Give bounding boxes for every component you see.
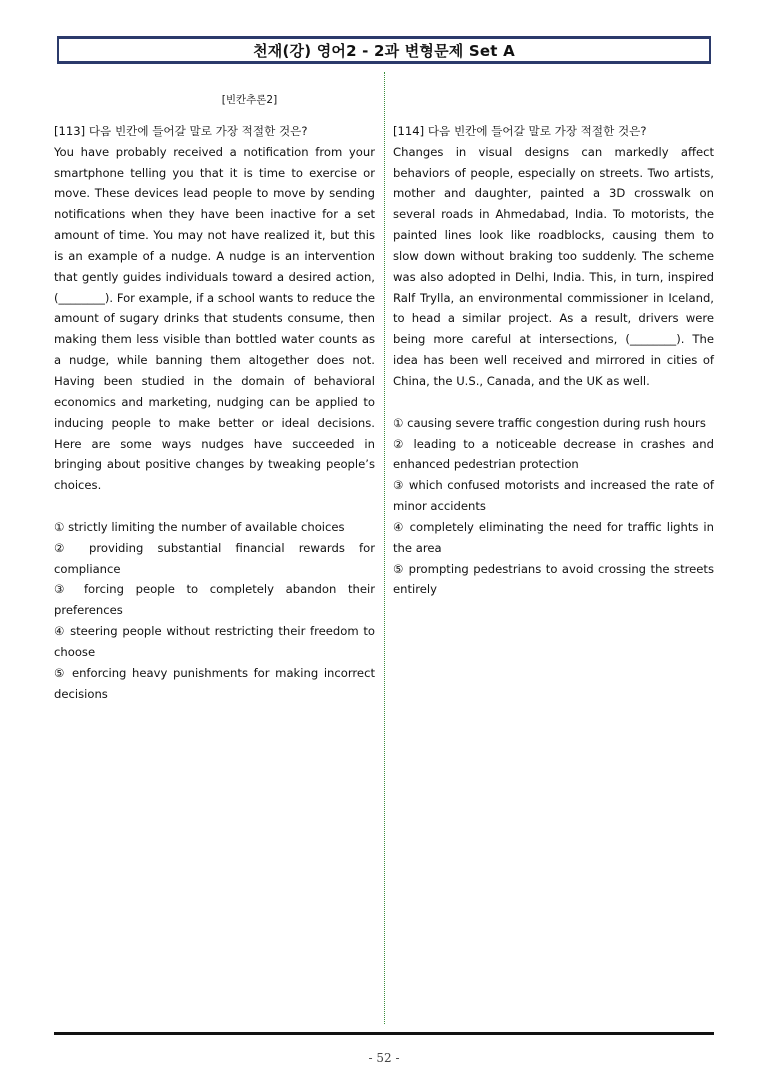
page-title: 천재(강) 영어2 - 2과 변형문제 Set A xyxy=(253,41,515,60)
right-column xyxy=(393,90,714,600)
option-113-3: ③ forcing people to completely abandon their preferences xyxy=(54,582,375,618)
option-113-4: ④ steering people without restricting their freedom to choose xyxy=(54,624,375,659)
option-114-4: ④ completely eliminating the need for traffic lights in the area xyxy=(393,519,714,555)
section-label: [빈칸추론2] xyxy=(221,94,278,106)
passage-114: Changes in visual designs can markedly affect behaviors of people, especially on streets. Two artists, mother and daughter, painted a 3D crosswalk on several roads in Ahmedabad, India. To motorists, the painted lines look like roadblocks, causing them to slow down without braking too suddenly. The scheme was also adopted in Delhi, India. This, in turn, inspired Ralf Trylla, an environmental commissioner in Iceland, to head a similar project. As a result, drivers were being more careful at intersections, (________). The idea has been well received and mirrored in cities of China, the U.S., Canada, and the UK as well. xyxy=(393,144,714,388)
left-column xyxy=(54,90,375,704)
option-114-2: ② leading to a noticeable decrease in crashes and enhanced pedestrian protection xyxy=(393,436,714,472)
option-114-3: ③ which confused motorists and increased the rate of minor accidents xyxy=(393,478,714,514)
page-header xyxy=(57,36,711,64)
option-113-1: ① strictly limiting the number of available choices xyxy=(54,519,345,534)
option-114-5: ⑤ prompting pedestrians to avoid crossing the streets entirely xyxy=(393,561,714,597)
option-114-1: ① causing severe traffic congestion during rush hours xyxy=(393,415,706,430)
page-number: - 52 - xyxy=(368,1051,400,1065)
column-divider xyxy=(384,72,385,1024)
option-113-5: ⑤ enforcing heavy punishments for making incorrect decisions xyxy=(54,665,375,701)
footer-rule xyxy=(54,1032,714,1035)
question-113: [113] 다음 빈칸에 들어갈 말로 가장 적절한 것은? xyxy=(54,123,308,138)
question-114: [114] 다음 빈칸에 들어갈 말로 가장 적절한 것은? xyxy=(393,123,647,138)
passage-113: You have probably received a notification from your smartphone telling you that it is time to exercise or move. These devices lead people to move by sending notifications when they have been inactive for a set amount of time. You may not have realized it, but this is an example of a nudge. A nudge is an intervention that gently guides individuals toward a desired action, (________). For example, if a school wants to reduce the amount of sugary drinks that students consume, then making them less visible than bottled water counts as a nudge, while banning them altogether does not. Having been studied in the domain of behavioral economics and marketing, nudging can be applied to inducing people to make better or ideal decisions. Here are some ways nudges have succeeded in bringing about positive changes by tweaking people’s choices. xyxy=(54,144,375,493)
option-113-2: ② providing substantial financial rewards for compliance xyxy=(54,540,375,576)
